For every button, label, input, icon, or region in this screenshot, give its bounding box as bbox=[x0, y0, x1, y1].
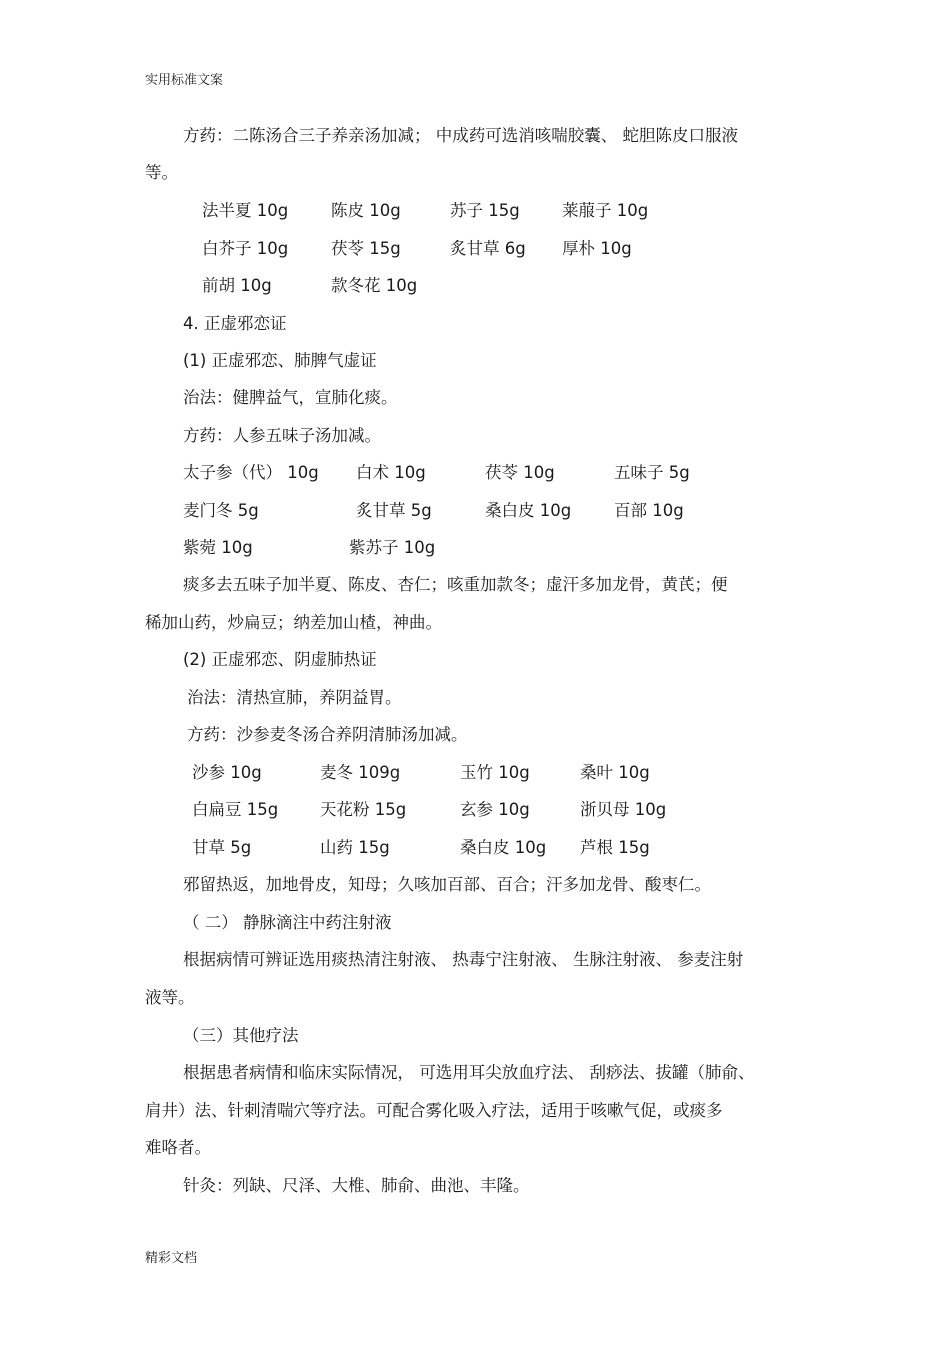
herb-item: 玄参 10g bbox=[460, 800, 530, 819]
herb-item: 白术 10g bbox=[356, 463, 426, 482]
herb-item: 炙甘草 5g bbox=[356, 501, 432, 520]
section-heading: （ 二） 静脉滴注中药注射液 bbox=[183, 913, 392, 932]
herb-item: 陈皮 10g bbox=[331, 201, 401, 220]
paragraph-therapy-line1: 根据患者病情和临床实际情况， 可选用耳尖放血疗法、 刮痧法、拔罐（肺俞、 bbox=[183, 1063, 755, 1082]
page-header: 实用标准文案 bbox=[145, 73, 224, 88]
herb-item: 甘草 5g bbox=[192, 838, 252, 857]
herb-item: 桑白皮 10g bbox=[460, 838, 547, 857]
herb-item: 法半夏 10g bbox=[202, 201, 289, 220]
prescription: 方药：人参五味子汤加减。 bbox=[183, 426, 381, 445]
subsection-heading: (1) 正虚邪恋、肺脾气虚证 bbox=[183, 351, 377, 370]
herb-item: 沙参 10g bbox=[192, 763, 262, 782]
page-footer: 精彩文档 bbox=[145, 1251, 198, 1266]
herb-item: 白扁豆 15g bbox=[192, 800, 279, 819]
treatment-method: 治法：清热宣肺，养阴益胃。 bbox=[187, 688, 402, 707]
paragraph-fangyao-line2: 等。 bbox=[145, 163, 178, 182]
herb-item: 厚朴 10g bbox=[562, 239, 632, 258]
section-heading: 4. 正虚邪恋证 bbox=[183, 314, 287, 333]
herb-item: 山药 15g bbox=[320, 838, 390, 857]
modification-note-line2: 稀加山药，炒扁豆；纳差加山楂，神曲。 bbox=[145, 613, 442, 632]
herb-item: 天花粉 15g bbox=[320, 800, 407, 819]
herb-item: 麦冬 109g bbox=[320, 763, 401, 782]
herb-item: 桑白皮 10g bbox=[485, 501, 572, 520]
modification-note: 邪留热返，加地骨皮，知母；久咳加百部、百合；汗多加龙骨、酸枣仁。 bbox=[183, 875, 711, 894]
herb-item: 款冬花 10g bbox=[331, 276, 418, 295]
subsection-heading: (2) 正虚邪恋、阴虚肺热证 bbox=[183, 650, 377, 669]
modification-note-line1: 痰多去五味子加半夏、陈皮、杏仁；咳重加款冬；虚汗多加龙骨，黄芪；便 bbox=[183, 575, 728, 594]
herb-item: 玉竹 10g bbox=[460, 763, 530, 782]
herb-item: 茯苓 15g bbox=[331, 239, 401, 258]
paragraph-therapy-line2: 肩井）法、针刺清喘穴等疗法。可配合雾化吸入疗法，适用于咳嗽气促，或痰多 bbox=[145, 1101, 723, 1120]
herb-item: 莱菔子 10g bbox=[562, 201, 649, 220]
herb-item: 浙贝母 10g bbox=[580, 800, 667, 819]
herb-item: 麦门冬 5g bbox=[183, 501, 259, 520]
paragraph-fangyao-line1: 方药：二陈汤合三子养亲汤加减； 中成药可选消咳喘胶囊、 蛇胆陈皮口服液 bbox=[183, 126, 738, 145]
herb-item: 桑叶 10g bbox=[580, 763, 650, 782]
herb-item: 五味子 5g bbox=[614, 463, 690, 482]
herb-item: 苏子 15g bbox=[450, 201, 520, 220]
prescription: 方药：沙参麦冬汤合养阴清肺汤加减。 bbox=[187, 725, 468, 744]
herb-item: 百部 10g bbox=[614, 501, 684, 520]
treatment-method: 治法：健脾益气，宣肺化痰。 bbox=[183, 388, 398, 407]
herb-item: 白芥子 10g bbox=[202, 239, 289, 258]
herb-item: 太子参（代） 10g bbox=[183, 463, 319, 482]
acupuncture: 针灸：列缺、尺泽、大椎、肺俞、曲池、丰隆。 bbox=[183, 1176, 530, 1195]
section-heading: （三）其他疗法 bbox=[183, 1026, 299, 1045]
herb-item: 紫苏子 10g bbox=[349, 538, 436, 557]
paragraph-injection-line1: 根据病情可辨证选用痰热清注射液、 热毒宁注射液、 生脉注射液、 参麦注射 bbox=[183, 950, 744, 969]
herb-item: 紫菀 10g bbox=[183, 538, 253, 557]
herb-item: 茯苓 10g bbox=[485, 463, 555, 482]
herb-item: 芦根 15g bbox=[580, 838, 650, 857]
herb-item: 前胡 10g bbox=[202, 276, 272, 295]
paragraph-injection-line2: 液等。 bbox=[145, 988, 195, 1007]
paragraph-therapy-line3: 难咯者。 bbox=[145, 1138, 211, 1157]
herb-item: 炙甘草 6g bbox=[450, 239, 526, 258]
